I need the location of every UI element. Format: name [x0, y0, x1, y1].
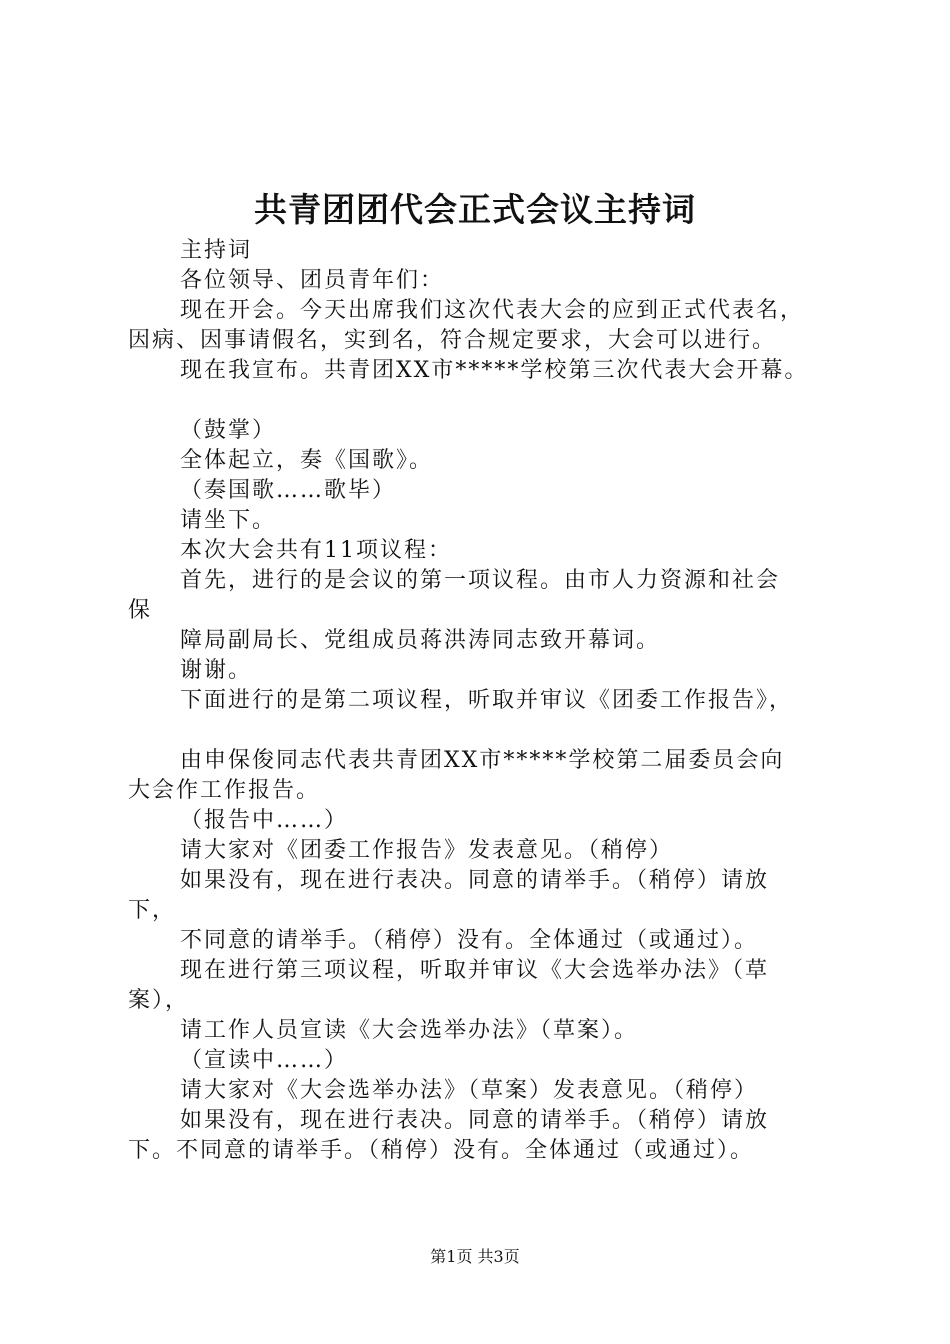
- paragraph-line: 请坐下。: [180, 508, 277, 533]
- paragraph-line: 现在开会。今天出席我们这次代表大会的应到正式代表名，: [180, 298, 805, 323]
- paragraph-line: 请大家对《团委工作报告》发表意见。（稍停）: [180, 838, 674, 863]
- paragraph-line: 障局副局长、党组成员蒋洪涛同志致开幕词。: [180, 628, 661, 653]
- paragraph-line: （鼓掌）: [180, 418, 277, 443]
- paragraph-line: （报告中……）: [180, 808, 349, 833]
- paragraph-line: 全体起立，奏《国歌》。: [180, 448, 434, 473]
- paragraph-line: 主持词: [180, 238, 253, 263]
- paragraph-line: 大会作工作报告。: [128, 778, 321, 803]
- paragraph-line: 下。不同意的请举手。（稍停）没有。全体通过（或通过）。: [128, 1138, 755, 1163]
- paragraph-line: 谢谢。: [180, 658, 253, 683]
- paragraph-gap: [128, 716, 840, 746]
- document-body: [128, 236, 840, 1166]
- paragraph-line: 请工作人员宣读《大会选举办法》（草案）。: [180, 1018, 639, 1043]
- paragraph-line: 下面进行的是第二项议程，听取并审议《团委工作报告》，: [180, 688, 794, 713]
- paragraph-line: （奏国歌……歌毕）: [180, 478, 397, 503]
- paragraph-line: 各位领导、团员青年们：: [180, 268, 445, 293]
- paragraph-line: 由申保俊同志代表共青团XX市*****学校第二届委员会向: [180, 748, 785, 773]
- paragraph-line: 首先，进行的是会议的第一项议程。由市人力资源和社会: [180, 568, 781, 593]
- paragraph-line: 因病、因事请假名，实到名，符合规定要求，大会可以进行。: [128, 328, 777, 353]
- paragraph-line: 现在进行第三项议程，听取并审议《大会选举办法》（草: [180, 958, 770, 983]
- paragraph-line: 不同意的请举手。（稍停）没有。全体通过（或通过）。: [180, 928, 759, 953]
- paragraph-line: 如果没有，现在进行表决。同意的请举手。（稍停）请放: [180, 868, 770, 893]
- paragraph-line: 本次大会共有11项议程：: [180, 538, 452, 563]
- paragraph-line: （宣读中……）: [180, 1048, 349, 1073]
- paragraph-gap: [128, 386, 840, 416]
- paragraph-line: 下，: [128, 898, 177, 923]
- paragraph-line: 如果没有，现在进行表决。同意的请举手。（稍停）请放: [180, 1108, 770, 1133]
- paragraph-line: 现在我宣布。共青团XX市*****学校第三次代表大会开幕。: [180, 358, 809, 383]
- paragraph-line: 保: [128, 598, 153, 623]
- paragraph-line: 请大家对《大会选举办法》（草案）发表意见。（稍停）: [180, 1078, 759, 1103]
- paragraph-line: 案），: [128, 988, 190, 1013]
- page-number: 第1页 共3页: [430, 1247, 520, 1266]
- document-title: 共青团团代会正式会议主持词: [254, 190, 696, 229]
